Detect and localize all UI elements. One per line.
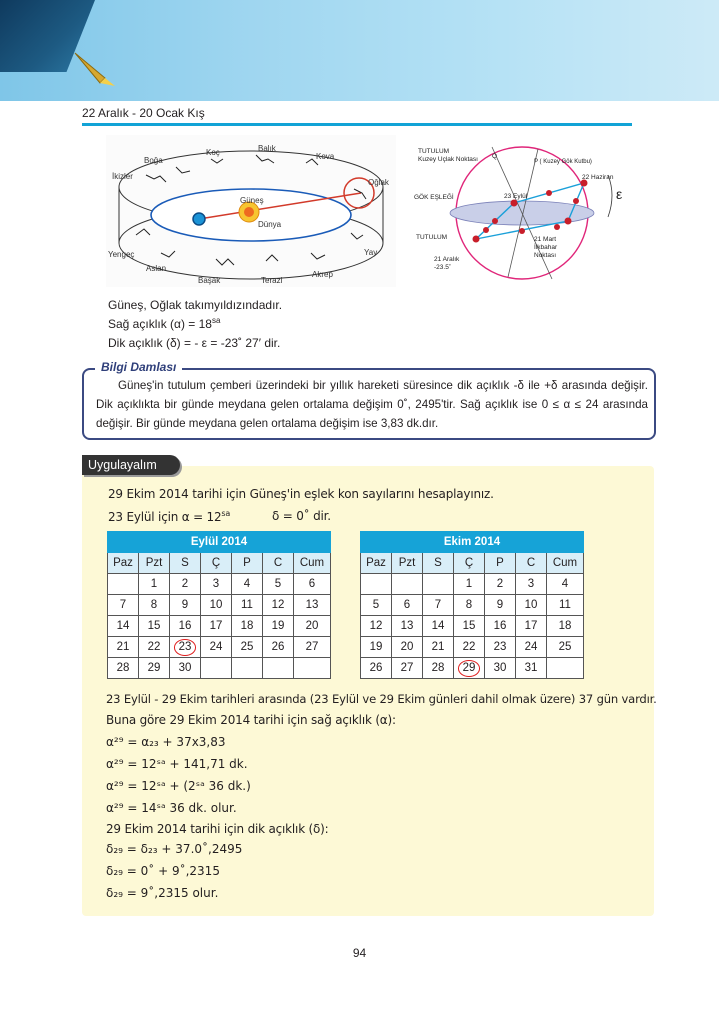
- exercise-tab: Uygulayalım: [82, 455, 180, 475]
- calendar-cell: 25: [547, 637, 584, 658]
- label-mart: 21 Mart: [534, 236, 557, 243]
- intro-line-2: Sağ açıklık $(\alpha) = 18^{sa}$: [108, 316, 221, 331]
- calendar-cell: [108, 574, 139, 595]
- calendar-day-header: Cum: [547, 553, 584, 574]
- calendar-cell: 12: [361, 616, 392, 637]
- label-kuzey-uclak: Kuzey Uçlak Noktası: [418, 156, 478, 163]
- label-aralik: 21 Aralık: [434, 256, 460, 263]
- math-line-2: α²⁹ = 12ˢᵃ + 141,71 dk.: [106, 757, 248, 771]
- calendar-cell: 25: [232, 637, 263, 658]
- given-delta: δ = 0˚ dir.: [272, 509, 331, 523]
- header-rule: [82, 123, 632, 126]
- calendar-day-header: Ç: [454, 553, 485, 574]
- calendar-cell: 19: [361, 637, 392, 658]
- label-q: Q: [492, 153, 498, 160]
- calendar-cell: 16: [170, 616, 201, 637]
- calendar-cell: 2: [485, 574, 516, 595]
- calendar-cell: 17: [516, 616, 547, 637]
- label-ikizler: İkizler: [112, 172, 133, 181]
- info-box-title: Bilgi Damlası: [95, 360, 182, 374]
- calendar-day-header: S: [170, 553, 201, 574]
- label-terazi: Terazi: [261, 276, 283, 285]
- calendar-cell: 1: [454, 574, 485, 595]
- calendar-week-row: [108, 616, 331, 637]
- calendar-day-header: S: [423, 553, 454, 574]
- calendar-cell: 18: [232, 616, 263, 637]
- label-gok-esligi: GÖK EŞLEĞİ: [414, 194, 454, 201]
- calendar-day-header: Paz: [108, 553, 139, 574]
- calendar-cell: 10: [516, 595, 547, 616]
- calendar-cell: 22: [139, 637, 170, 658]
- label-basak: Başak: [198, 276, 221, 285]
- label-tutulum-top: TUTULUM: [418, 148, 450, 155]
- label-dunya: Dünya: [258, 220, 282, 229]
- calendar-cell: 6: [294, 574, 331, 595]
- calendar-day-header: C: [516, 553, 547, 574]
- calendar-cell: 9: [485, 595, 516, 616]
- calendar-day-header: P: [485, 553, 516, 574]
- calendar-cell: 4: [232, 574, 263, 595]
- calendar-cell: 1: [139, 574, 170, 595]
- label-akrep: Akrep: [312, 270, 333, 279]
- calendar-eylul: [107, 531, 331, 679]
- calendar-cell: 20: [392, 637, 423, 658]
- label-koc: Koç: [206, 148, 220, 157]
- calendar-cell: [361, 574, 392, 595]
- page-header-title: 22 Aralık - 20 Ocak Kış: [82, 106, 205, 120]
- label-aralik-deg: -23.5˚: [434, 264, 451, 271]
- calendar-cell: 21: [423, 637, 454, 658]
- calendar-day-header: Cum: [294, 553, 331, 574]
- math-line-4: α²⁹ = 14ˢᵃ 36 dk. olur.: [106, 801, 237, 815]
- label-yengec: Yengeç: [108, 250, 135, 259]
- calendar-cell: 19: [263, 616, 294, 637]
- calendar-cell: [263, 658, 294, 679]
- info-box-text: Güneş'in tutulum çemberi üzerindeki bir yıllık hareketi süresince dik açıklık -δ ile +δ arasında değişir. Dik açıklıkta bir günde meydana gelen ortalama değişim 0˚, 2495'tir. Sağ açıklık ise 0 ≤ α ≤ 24 arasında değişir. Bir günde meydana gelen ortalama değişim ise 3,83 dk.dır.: [96, 379, 648, 430]
- label-tutulum-bottom: TUTULUM: [416, 234, 448, 241]
- calendar-cell: 8: [454, 595, 485, 616]
- calendar-day-header: Pzt: [139, 553, 170, 574]
- label-balik: Balık: [258, 144, 276, 153]
- math-line-3: α²⁹ = 12ˢᵃ + (2ˢᵃ 36 dk.): [106, 779, 251, 793]
- highlighted-date: 29: [458, 660, 481, 677]
- calendar-week-row: [108, 637, 331, 658]
- calendar-day-header: P: [232, 553, 263, 574]
- calendar-week-row: [361, 658, 584, 679]
- calendar-cell: 15: [139, 616, 170, 637]
- intro-line-1: Güneş, Oğlak takımyıldızındadır.: [108, 298, 283, 312]
- calendar-cell: 7: [423, 595, 454, 616]
- math-line-6: δ₂₉ = 0˚ + 9˚,2315: [106, 864, 220, 878]
- calendar-cell: [547, 658, 584, 679]
- calendar-cell: 4: [547, 574, 584, 595]
- zodiac-diagram: [106, 135, 396, 287]
- fountain-pen-icon: [70, 48, 120, 88]
- calendar-week-row: [108, 595, 331, 616]
- label-noktasi: Noktası: [534, 252, 557, 259]
- solution-line-2: Buna göre 29 Ekim 2014 tarihi için sağ açıklık (α):: [106, 713, 396, 727]
- calendar-cell: 16: [485, 616, 516, 637]
- label-p: P ( Kuzey Gök Kutbu): [534, 159, 592, 165]
- calendar-ekim: [360, 531, 584, 679]
- calendar-cell: 3: [516, 574, 547, 595]
- math-line-5: δ₂₉ = δ₂₃ + 37.0˚,2495: [106, 842, 243, 856]
- calendar-cell: 6: [392, 595, 423, 616]
- calendar-cell: 14: [108, 616, 139, 637]
- math-line-7: δ₂₉ = 9˚,2315 olur.: [106, 886, 219, 900]
- calendar-cell: 9: [170, 595, 201, 616]
- calendar-cell: [454, 658, 485, 679]
- calendar-day-header: Paz: [361, 553, 392, 574]
- celestial-sphere-diagram: [412, 135, 627, 287]
- calendar-cell: 14: [423, 616, 454, 637]
- label-haziran: 22 Haziran: [582, 174, 614, 181]
- calendar-cell: 22: [454, 637, 485, 658]
- calendar-cell: 11: [232, 595, 263, 616]
- highlighted-date: 23: [174, 639, 197, 656]
- calendar-cell: 11: [547, 595, 584, 616]
- calendar-cell: 27: [392, 658, 423, 679]
- given-alpha: 23 Eylül için $\alpha = 12^{sa}$: [108, 509, 231, 524]
- calendar-cell: 10: [201, 595, 232, 616]
- label-aslan: Aslan: [146, 264, 167, 273]
- calendar-cell: 27: [294, 637, 331, 658]
- question-line: 29 Ekim 2014 tarihi için Güneş'in eşlek kon sayılarını hesaplayınız.: [108, 487, 494, 501]
- calendar-cell: [170, 637, 201, 658]
- calendar-day-header: Ç: [201, 553, 232, 574]
- calendar-day-header: C: [263, 553, 294, 574]
- calendar-cell: 13: [392, 616, 423, 637]
- page-number: 94: [352, 946, 367, 960]
- label-eylul: 23 Eylül: [504, 193, 528, 200]
- calendar-cell: 18: [547, 616, 584, 637]
- solution-line-1: 23 Eylül - 29 Ekim tarihleri arasında (23 Eylül ve 29 Ekim günleri dahil olmak üzere) 37 gün vardır.: [106, 692, 657, 706]
- label-yay: Yay: [364, 248, 378, 257]
- calendar-cell: 12: [263, 595, 294, 616]
- solution-line-3: 29 Ekim 2014 tarihi için dik açıklık (δ):: [106, 822, 329, 836]
- label-epsilon: ε: [616, 186, 623, 202]
- calendar-cell: 8: [139, 595, 170, 616]
- label-ilkbahar: İlkbahar: [534, 244, 558, 251]
- calendar-cell: 30: [485, 658, 516, 679]
- calendar-cell: 21: [108, 637, 139, 658]
- calendar-cell: 7: [108, 595, 139, 616]
- calendar-cell: 23: [485, 637, 516, 658]
- calendar-cell: 13: [294, 595, 331, 616]
- calendar-cell: 17: [201, 616, 232, 637]
- calendar-cell: 15: [454, 616, 485, 637]
- calendar-day-header: Pzt: [392, 553, 423, 574]
- calendar-cell: [423, 574, 454, 595]
- calendar-cell: 29: [139, 658, 170, 679]
- calendar-cell: [201, 658, 232, 679]
- calendar-title: Eylül 2014: [108, 532, 331, 553]
- calendar-week-row: [361, 595, 584, 616]
- calendar-cell: 24: [516, 637, 547, 658]
- calendar-cell: 26: [361, 658, 392, 679]
- intro-line-3: Dik açıklık (δ) = - ε = -23˚ 27′ dir.: [108, 336, 281, 350]
- label-kova: Kova: [316, 152, 335, 161]
- calendar-week-row: [361, 616, 584, 637]
- calendar-cell: 5: [361, 595, 392, 616]
- calendar-cell: 24: [201, 637, 232, 658]
- calendar-cell: 28: [108, 658, 139, 679]
- calendar-title: Ekim 2014: [361, 532, 584, 553]
- calendar-cell: 28: [423, 658, 454, 679]
- calendar-cell: [294, 658, 331, 679]
- calendar-cell: 5: [263, 574, 294, 595]
- calendar-week-row: [108, 658, 331, 679]
- calendar-cell: 3: [201, 574, 232, 595]
- label-boga: Boğa: [144, 156, 163, 165]
- calendar-week-row: [361, 637, 584, 658]
- calendar-cell: [392, 574, 423, 595]
- calendar-cell: [232, 658, 263, 679]
- calendar-cell: 30: [170, 658, 201, 679]
- math-line-1: α²⁹ = α₂₃ + 37x3,83: [106, 735, 226, 749]
- label-oglak: Oğlak: [368, 178, 389, 187]
- calendar-week-row: [108, 574, 331, 595]
- calendar-cell: 31: [516, 658, 547, 679]
- calendar-week-row: [361, 574, 584, 595]
- calendar-cell: 26: [263, 637, 294, 658]
- label-gunes: Güneş: [240, 196, 264, 205]
- calendar-cell: 2: [170, 574, 201, 595]
- calendar-cell: 20: [294, 616, 331, 637]
